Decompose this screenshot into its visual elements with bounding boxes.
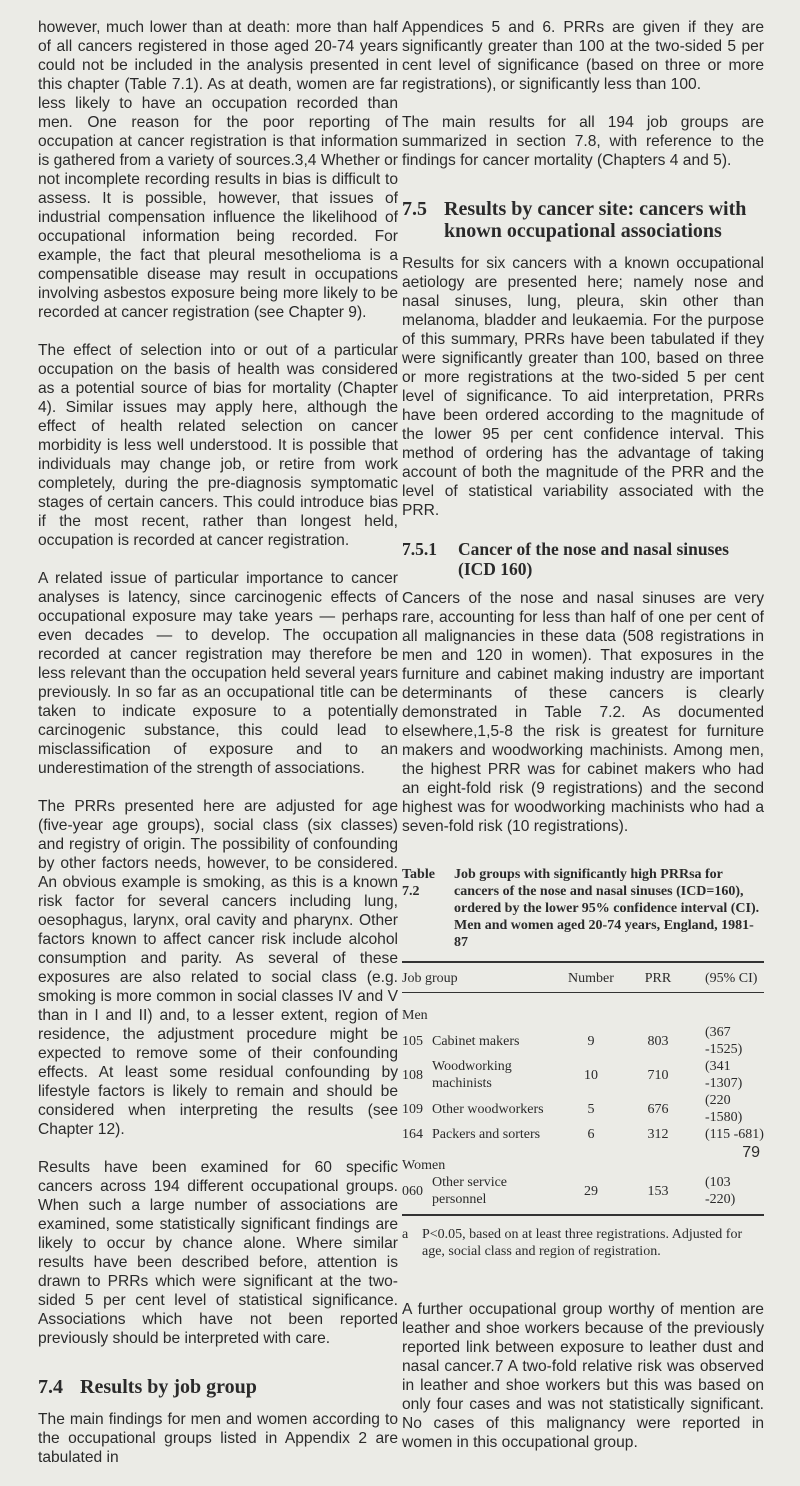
paragraph-leather-workers: A further occupational group worthy of mention are leather and shoe workers because of the previously reported link between exposure to leather dust and nasal cancer.7 A two-fold relative risk was observed in leather and shoe workers but this was based on only four cases and was not statistically significant. No cases of this malignancy were reported in women in this occupational group. xyxy=(402,1301,764,1451)
table-row xyxy=(402,1024,764,1058)
section-heading-7-5 xyxy=(402,198,764,242)
job-name: Cabinet makers xyxy=(432,1033,520,1049)
confidence-interval: (115 -681) xyxy=(704,1127,764,1142)
nasal-cancer-table xyxy=(402,961,764,1216)
right-column xyxy=(402,18,764,1471)
footnote-marker: a xyxy=(402,1227,409,1242)
job-name: Woodworking machinists xyxy=(432,1059,512,1091)
job-code: 108 xyxy=(402,1067,423,1083)
page-number: 79 xyxy=(742,1144,760,1161)
prr-value: 153 xyxy=(623,1174,693,1215)
prr-value: 312 xyxy=(647,1127,669,1142)
table-row xyxy=(402,1126,764,1143)
footnote-text: P<0.05, based on at least three registrations. Adjusted for age, social class and region of registration. xyxy=(422,1227,743,1259)
table-caption-text: Job groups with significantly high PRRsa for cancers of the nose and nasal sinuses (ICD=160), ordered by the lower 95% confidence interval (CI). Men and women aged 20-74 years, England, 1981-87 xyxy=(454,867,760,950)
paragraph-summary: The main results for all 194 job groups are summarized in section 7.8, with reference to the findings for cancer mortality (Chapters 4 and 5). xyxy=(402,114,764,169)
job-name: Other woodworkers xyxy=(432,1101,544,1117)
subsection-number: 7.5.1 xyxy=(402,539,437,559)
section-heading-7-5-1 xyxy=(402,539,764,579)
confidence-interval: (341 -1307) xyxy=(704,1059,743,1091)
section-heading-7-4 xyxy=(38,1376,398,1398)
table-footnote xyxy=(402,1226,764,1260)
group-label-row xyxy=(402,1143,764,1174)
confidence-interval: (367 -1525) xyxy=(704,1025,743,1057)
registration-count: 6 xyxy=(587,1127,595,1142)
paragraph-latency: A related issue of particular importance to cancer analyses is latency, since carcinogenic effects of occupational exposure may take years — perhaps even decades — to develop. The occupation recorded at cancer registration may therefore be less relevant than the occupation held several years previously. In so far as an occupational title can be taken to indicate exposure to a potentially carcinogenic substance, this could lead to misclassification of exposure and to an underestimation of the strength of associations. xyxy=(38,570,398,777)
paragraph-six-cancers: Results for six cancers with a known occupational aetiology are presented here; namely nose and nasal sinuses, lung, pleura, skin other than melanoma, bladder and leukaemia. For the purpose of this summary, PRRs have been tabulated if they were significantly greater than 100, based on three or more registrations at the two-sided 5 per cent level of significance. To aid interpretation, PRRs have been ordered according to the magnitude of the lower 95 per cent confidence interval. This method of ordering has the advantage of taking account of both the magnitude of the PRR and the level of statistical variability associated with the PRR. xyxy=(402,255,764,519)
paragraph-job-group-results: The main findings for men and women according to the occupational groups listed in Appendix 2 are tabulated in xyxy=(38,1411,398,1466)
header-number: Number xyxy=(559,962,623,993)
section-title: Results by job group xyxy=(80,1376,257,1398)
job-code: 109 xyxy=(402,1101,423,1117)
job-name: Packers and sorters xyxy=(432,1127,541,1142)
table-header-row xyxy=(402,962,764,993)
table-row xyxy=(402,1058,764,1092)
table-row xyxy=(402,1174,764,1215)
group-label-row xyxy=(402,993,764,1025)
table-caption xyxy=(402,866,764,951)
left-column xyxy=(38,18,398,1486)
paragraph-occupation-recording: however, much lower than at death: more than half of all cancers registered in those aged 20-74 years could not be included in the analysis presented in this chapter (Table 7.1). As at death, women are far less likely to have an occupation recorded than men. One reason for the poor reporting of occupation at cancer registration is that information is gathered from a variety of sources.3,4 Whether or not incomplete recording results in bias is difficult to assess. It is possible, however, that issues of industrial compensation influence the likelihood of occupational information being recorded. For example, the fact that pleural mesothelioma is a compensatible disease may result in occupations involving asbestos exposure being more likely to be recorded at cancer registration (see Chapter 9). xyxy=(38,19,398,321)
header-job-group: Job group xyxy=(402,962,559,993)
job-code: 060 xyxy=(402,1174,432,1215)
registration-count: 10 xyxy=(583,1067,598,1083)
job-code: 164 xyxy=(402,1127,423,1142)
group-label-men: Men xyxy=(402,1008,428,1023)
section-title: Results by cancer site: cancers with known occupational associations xyxy=(444,198,747,242)
registration-count: 9 xyxy=(587,1033,595,1049)
paragraph-multiple-comparisons: Results have been examined for 60 specific cancers across 194 different occupational groups. When such a large number of associations are examined, some statistically significant findings are likely to occur by chance alone. Where similar results have been described before, attention is drawn to PRRs which were significant at the two-sided 5 per cent level of statistical significance. Associations which have not been reported previously should be interpreted with care. xyxy=(38,1159,398,1347)
prr-value: 710 xyxy=(647,1067,669,1083)
paragraph-confounding: The PRRs presented here are adjusted for age (five-year age groups), social class (six classes) and registry of origin. The possibility of confounding by other factors needs, however, to be considered. An obvious example is smoking, as this is a known risk factor for several cancers including lung, oesophagus, larynx, oral cavity and pharynx. Other factors known to affect cancer risk include alcohol consumption and parity. As several of these exposures are also related to social class (e.g. smoking is more common in social classes IV and V than in I and II) and, to a lesser extent, region of residence, the adjustment procedure might be expected to remove some of their confounding effects. At least some residual confounding by lifestyle factors is likely to remain and should be considered when interpreting the results (see Chapter 12). xyxy=(38,798,398,1138)
subsection-title: Cancer of the nose and nasal sinuses (ICD 160) xyxy=(458,539,729,579)
section-number: 7.5 xyxy=(402,198,427,220)
registration-count: 5 xyxy=(587,1101,595,1117)
job-code: 105 xyxy=(402,1033,423,1049)
header-ci: (95% CI) xyxy=(693,962,764,993)
paragraph-appendices: Appendices 5 and 6. PRRs are given if they are significantly greater than 100 at the two-sided 5 per cent level of significance (based on three or more registrations), or significantly less than 100. xyxy=(402,19,764,93)
confidence-interval: (220 -1580) xyxy=(704,1093,743,1125)
table-row xyxy=(402,1092,764,1126)
confidence-interval: (103 -220) xyxy=(693,1174,764,1215)
prr-value: 803 xyxy=(647,1033,669,1049)
job-name: Other service personnel xyxy=(432,1174,559,1215)
prr-value: 676 xyxy=(647,1101,669,1117)
group-label-women: Women xyxy=(402,1158,446,1173)
paragraph-nasal-cancer: Cancers of the nose and nasal sinuses are very rare, accounting for less than half of one per cent of all malignancies in these data (508 registrations in men and 120 in women). That exposures in the furniture and cabinet making industry are important determinants of these cancers is clearly demonstrated in Table 7.2. As documented elsewhere,1,5-8 the risk is greatest for furniture makers and woodworking machinists. Among men, the highest PRR was for cabinet makers who had an eight-fold risk (9 registrations) and the second highest was for woodworking machinists who had a seven-fold risk (10 registrations). xyxy=(402,590,764,835)
header-prr: PRR xyxy=(623,962,693,993)
table-number: Table 7.2 xyxy=(402,867,435,899)
registration-count: 29 xyxy=(559,1174,623,1215)
paragraph-health-selection: The effect of selection into or out of a particular occupation on the basis of health was considered as a potential source of bias for mortality (Chapter 4). Similar issues may apply here, although the effect of health related selection on cancer morbidity is less well understood. It is possible that individuals may change job, or retire from work completely, during the pre-diagnosis symptomatic stages of certain cancers. This could introduce bias if the most recent, rather than longest held, occupation is recorded at cancer registration. xyxy=(38,342,398,549)
section-number: 7.4 xyxy=(38,1376,63,1398)
